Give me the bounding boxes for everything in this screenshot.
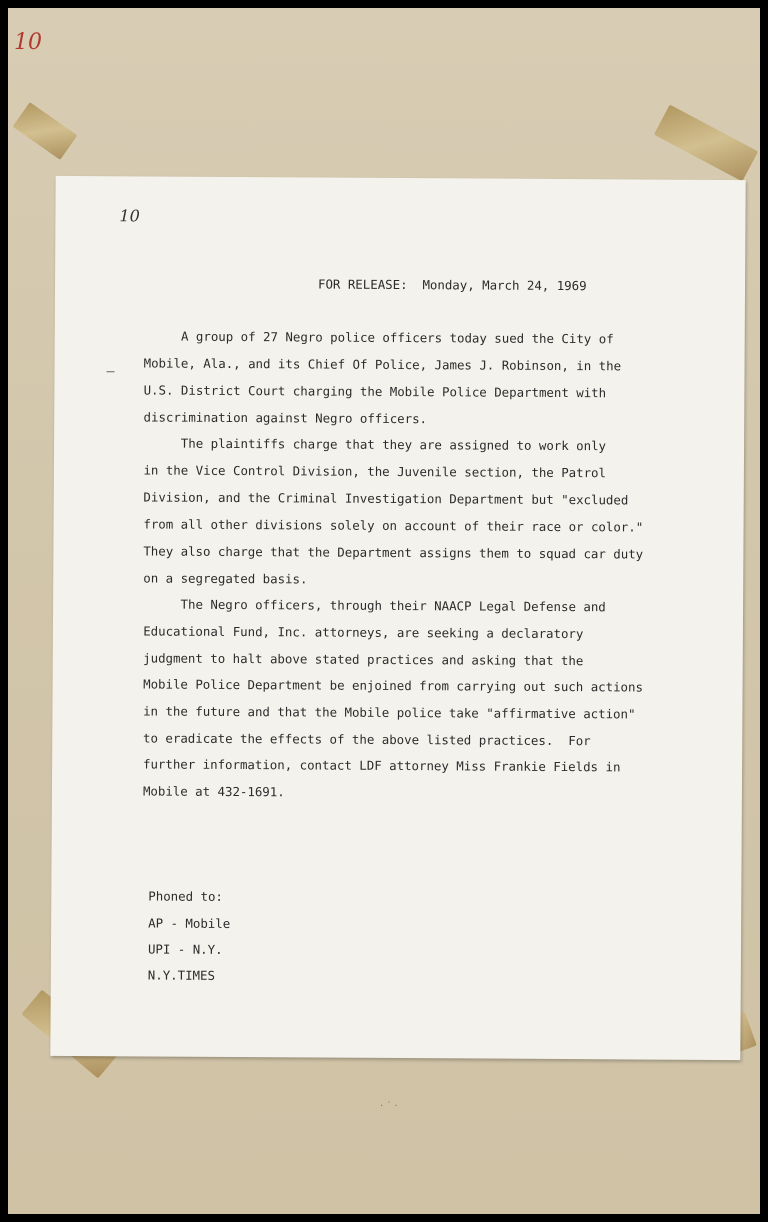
body-line: Mobile at 432-1691.: [142, 783, 285, 800]
body-line: discrimination against Negro officers.: [143, 409, 428, 427]
body-line: Division, and the Criminal Investigation Department but "excluded: [143, 489, 629, 508]
body-line: to eradicate the effects of the above listed practices. For: [143, 730, 591, 749]
body-line: Educational Fund, Inc. attorneys, are seeking a declaratory: [143, 623, 584, 642]
stray-marks: · ˙ ·: [380, 1101, 398, 1112]
body-line: on a segregated basis.: [143, 570, 308, 587]
body-line: They also charge that the Department assigns them to squad car duty: [143, 543, 644, 562]
body-line: A group of 27 Negro police officers today sued the City of: [143, 328, 614, 347]
body-line: The Negro officers, through their NAACP Legal Defense and: [143, 596, 606, 615]
body-line: U.S. District Court charging the Mobile Police Department with: [143, 382, 607, 401]
tape-top-left: [13, 102, 78, 160]
body-line: in the future and that the Mobile police take "affirmative action": [143, 703, 636, 722]
phoned-to-line: N.Y.TIMES: [147, 967, 215, 983]
body-line: from all other divisions solely on account of their race or color.": [143, 516, 644, 535]
phoned-to-line: AP - Mobile: [148, 915, 231, 931]
body-line: Mobile, Ala., and its Chief Of Police, James J. Robinson, in the: [143, 355, 622, 374]
release-date-line: FOR RELEASE: Monday, March 24, 1969: [317, 276, 587, 294]
body-line: judgment to halt above stated practices and asking that the: [143, 650, 584, 669]
press-release-sheet: [50, 176, 745, 1060]
margin-mark: [106, 371, 114, 372]
phoned-to-line: Phoned to:: [148, 888, 223, 904]
tape-top-right: [654, 105, 758, 182]
archive-folder-number: 10: [14, 30, 42, 55]
body-line: The plaintiffs charge that they are assigned to work only: [143, 435, 607, 454]
phoned-to-line: UPI - N.Y.: [147, 941, 223, 957]
archive-mount-board: [8, 8, 760, 1214]
body-line: Mobile Police Department be enjoined from carrying out such actions: [143, 676, 643, 695]
sheet-number: 10: [119, 206, 140, 226]
body-line: further information, contact LDF attorney Miss Frankie Fields in: [142, 756, 621, 775]
body-line: in the Vice Control Division, the Juvenile section, the Patrol: [143, 462, 607, 481]
